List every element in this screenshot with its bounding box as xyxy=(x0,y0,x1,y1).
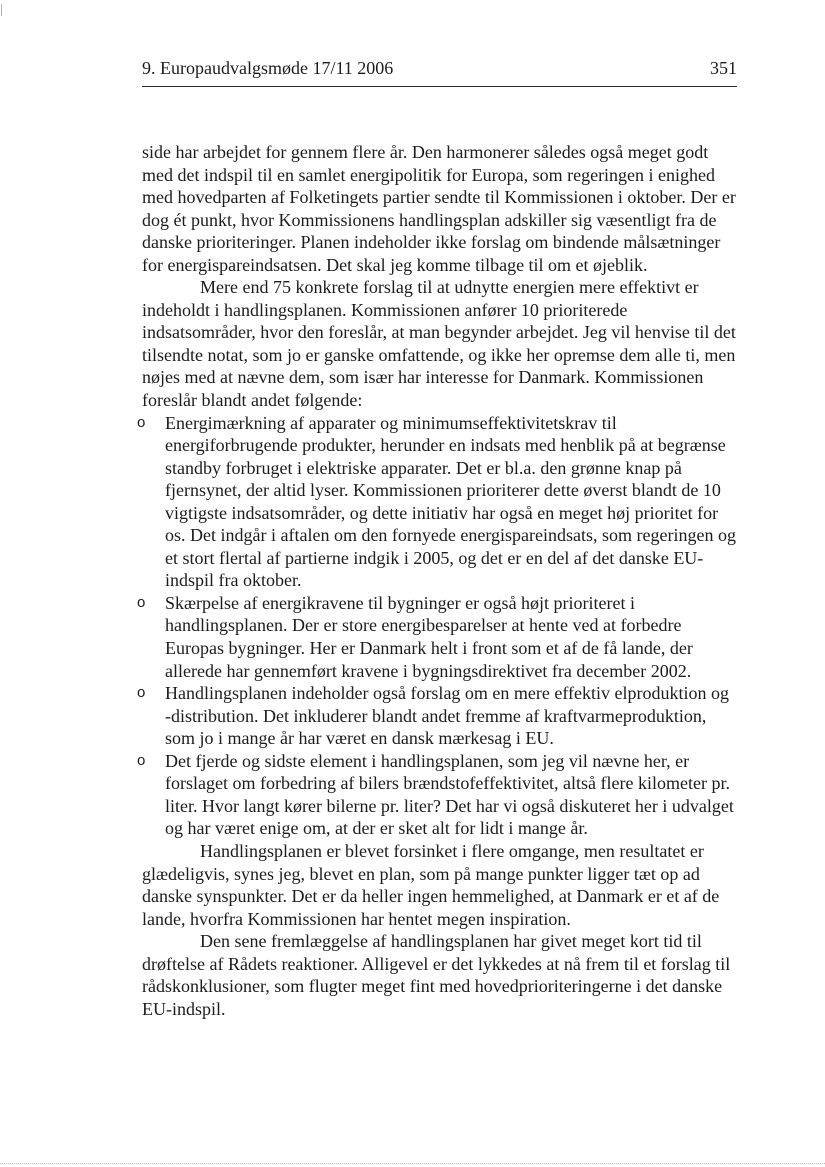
header-title: 9. Europaudvalgsmøde 17/11 2006 xyxy=(142,58,394,78)
page-number: 351 xyxy=(710,58,737,78)
scan-artifact xyxy=(1,4,2,16)
list-item-text: Skærpelse af energikravene til bygninger er også højt prioriteret i handlingsplanen. Der er store energibesparelser at hente ved at forbedre Europas bygninger. Her er Danmark helt i front som et af de få lande, der allerede har gennemført kravene i bygningsdirektivet fra december 2002. xyxy=(165,592,693,681)
bullet-icon: o xyxy=(137,751,146,769)
page-bottom-edge xyxy=(0,1163,825,1164)
bullet-icon: o xyxy=(137,593,146,611)
list-item xyxy=(137,750,737,840)
list-item xyxy=(137,412,737,592)
running-header xyxy=(142,56,737,80)
bullet-icon: o xyxy=(137,413,146,431)
list-item-text: Det fjerde og sidste element i handlingsplanen, som jeg vil nævne her, er forslaget om forbedring af bilers brændstofeffektivitet, altså flere kilometer pr. liter. Hvor langt kører bilerne pr. liter? Det har vi også diskuteret her i udvalget og har været enige om, at der er sket alt for lidt i mange år. xyxy=(165,750,734,839)
bullet-icon: o xyxy=(137,684,146,702)
list-item xyxy=(137,682,737,750)
list-item-text: Handlingsplanen indeholder også forslag om en mere effektiv elproduktion og -distribution. Det inkluderer blandt andet fremme af kraftvarmeproduktion, som jo i mange år har været en dansk mærkesag i EU. xyxy=(165,683,730,749)
list-item xyxy=(137,592,737,682)
paragraph-3: Handlingsplanen er blevet forsinket i flere omgange, men resultatet er glædeligvis, synes jeg, blevet en plan, som på mange punkter ligger tæt op ad danske synspunkter. Det er da heller ingen hemmelighed, at Danmark er et af de lande, hvorfra Kommissionen har hentet megen inspiration. xyxy=(142,840,720,929)
list-item-text: Energimærkning af apparater og minimumseffektivitetskrav til energiforbrugende produkter, herunder en indsats med henblik på at begrænse standby forbruget i elektriske apparater. Det er bl.a. den grønne knap på fjernsynet, der altid lyser. Kommissionen prioriterer dette øverst blandt de 10 vigtigste indsatsområder, og dette initiativ har også en meget høj prioritet for os. Det indgår i aftalen om den fornyede energispareindsats, som regeringen og et stort flertal af partierne indgik i 2005, og det er en del af det danske EU-indspil fra oktober. xyxy=(165,412,736,591)
paragraph-2: Mere end 75 konkrete forslag til at udnytte energien mere effektivt er indeholdt i handlingsplanen. Kommissionen anfører 10 prioriterede indsatsområder, hvor den foreslår, at man begynder arbejdet. Jeg vil henvise til det tilsendte notat, som jo er ganske omfattende, og ikke her opremse dem alle ti, men nøjes med at nævne dem, som især har interesse for Danmark. Kommissionen foreslår blandt andet følgende: xyxy=(142,277,736,411)
paragraph-1: side har arbejdet for gennem flere år. Den harmonerer således også meget godt med det indspil til en samlet energipolitik for Europa, som regeringen i enighed med hovedparten af Folketingets partier sendte til Kommissionen i oktober. Der er dog ét punkt, hvor Kommissionens handlingsplan adskiller sig væsentligt fra de danske prioriteringer. Planen indeholder ikke forslag om bindende målsætninger for energispareindsatsen. Det skal jeg komme tilbage til om et øjeblik. xyxy=(142,142,736,275)
paragraph-4: Den sene fremlæggelse af handlingsplanen har givet meget kort tid til drøftelse af Rådets reaktioner. Alligevel er det lykkedes at nå frem til et forslag til rådskonklusioner, som flugter meget fint med hovedprioriteringerne i det danske EU-indspil. xyxy=(142,931,731,1019)
bullet-list xyxy=(137,412,737,840)
header-rule xyxy=(142,86,737,87)
body-text xyxy=(137,141,737,1020)
